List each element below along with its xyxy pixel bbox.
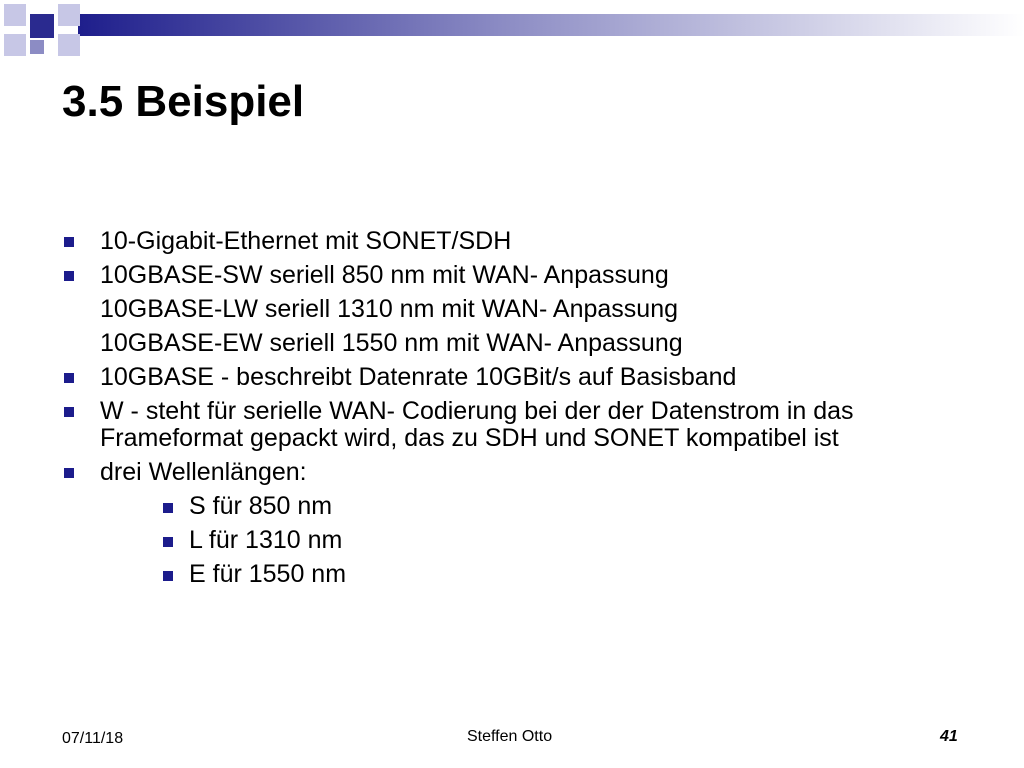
bullet-text: 10-Gigabit-Ethernet mit SONET/SDH (100, 227, 512, 255)
footer-author: Steffen Otto (467, 728, 553, 745)
bullet-marker (64, 271, 74, 281)
bullet-text: 10GBASE - beschreibt Datenrate 10GBit/s auf Basisband (100, 363, 737, 391)
subbullet-text: L für 1310 nm (189, 526, 343, 554)
footer-date: 07/11/18 (62, 730, 124, 747)
bullet-text: 10GBASE-SW seriell 850 nm mit WAN- Anpassung (100, 261, 669, 289)
deco-square (30, 40, 44, 54)
bullet-marker (64, 373, 74, 383)
bullet-text-continuation: Frameformat gepackt wird, das zu SDH und SONET kompatibel ist (100, 424, 839, 452)
slide-title: 3.5 Beispiel (62, 77, 305, 126)
subbullet-marker (163, 537, 173, 547)
subbullet-marker (163, 571, 173, 581)
header-gradient-banner (78, 14, 1024, 36)
bullet-text-continuation: 10GBASE-EW seriell 1550 nm mit WAN- Anpassung (100, 329, 683, 357)
deco-square (58, 4, 80, 26)
bullet-marker (64, 237, 74, 247)
deco-square (4, 4, 26, 26)
subbullet-text: S für 850 nm (189, 492, 333, 520)
bullet-marker (64, 407, 74, 417)
deco-square (30, 14, 54, 38)
deco-square (4, 34, 26, 56)
bullet-text-continuation: 10GBASE-LW seriell 1310 nm mit WAN- Anpassung (100, 295, 679, 323)
bullet-text: drei Wellenlängen: (100, 458, 307, 486)
header-decoration (0, 0, 1024, 60)
bullet-marker (64, 468, 74, 478)
deco-square (58, 34, 80, 56)
subbullet-text: E für 1550 nm (189, 560, 347, 588)
bullet-text: W - steht für serielle WAN- Codierung bei der der Datenstrom in das (100, 397, 854, 425)
subbullet-marker (163, 503, 173, 513)
page-number: 41 (940, 728, 958, 745)
